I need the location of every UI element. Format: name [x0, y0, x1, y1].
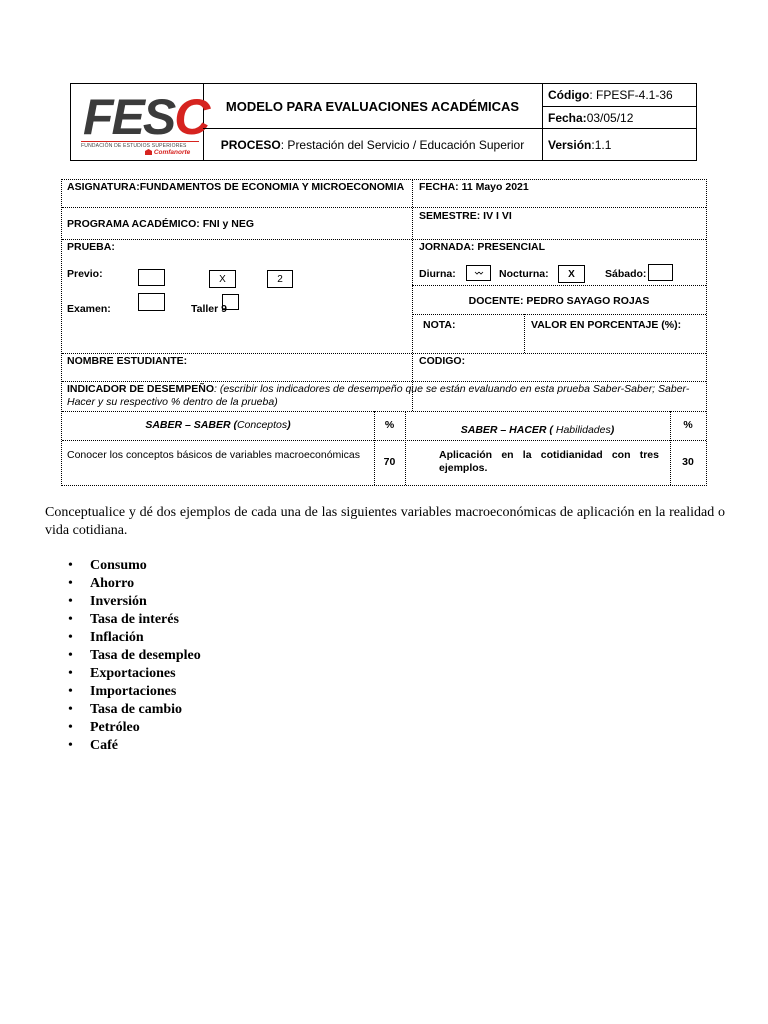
saber-hacer-description: Aplicación en la cotidianidad con tres ejemplos.: [439, 449, 659, 474]
sabado-label: Sábado:: [605, 268, 647, 280]
prueba-label: PRUEBA:: [67, 241, 115, 253]
saber-saber-header: SABER – SABER (Conceptos): [145, 419, 291, 431]
programa-field: PROGRAMA ACADÉMICO: FNI y NEG: [67, 218, 255, 230]
list-item: • Ahorro: [68, 576, 135, 591]
comfanorte-icon: [145, 149, 152, 155]
divider: [62, 440, 706, 441]
asignatura-field: ASIGNATURA:FUNDAMENTOS DE ECONOMIA Y MICROECONOMIA: [67, 181, 405, 193]
nota-field: NOTA:: [423, 319, 456, 331]
list-item: • Petróleo: [68, 720, 140, 735]
logo-wordmark: FESC: [83, 89, 209, 145]
list-item: • Exportaciones: [68, 666, 176, 681]
sabado-checkbox[interactable]: [648, 264, 673, 281]
nocturna-checkbox[interactable]: X: [558, 265, 585, 283]
document-header: [70, 83, 697, 161]
divider: [412, 314, 706, 315]
divider: [62, 411, 706, 412]
taller-checkbox[interactable]: [222, 294, 239, 310]
previo-checkbox-2[interactable]: X: [209, 270, 236, 288]
variables-list: [68, 557, 201, 755]
list-item: • Inversión: [68, 594, 147, 609]
list-item: • Tasa de interés: [68, 612, 179, 627]
docente-field: DOCENTE: PEDRO SAYAGO ROJAS: [468, 295, 650, 307]
chevron-down-icon: [474, 270, 484, 276]
examen-label: Examen:: [67, 303, 111, 315]
instructions-paragraph: Conceptualice y dé dos ejemplos de cada una de las siguientes variables macroeconómicas de aplicación en la realidad o vida cotidiana.: [45, 505, 725, 538]
diurna-checkbox[interactable]: [466, 265, 491, 281]
document-title: MODELO PARA EVALUACIONES ACADÉMICAS: [203, 84, 543, 129]
list-item: • Café: [68, 738, 118, 753]
percent-header-1: %: [384, 419, 395, 431]
logo-brand: Comfanorte: [145, 149, 190, 156]
list-item: • Consumo: [68, 558, 147, 573]
fesc-logo: [71, 84, 209, 160]
proceso-field: PROCESO : Prestación del Servicio / Educación Superior: [203, 129, 543, 160]
fecha-field: Fecha: 03/05/12: [543, 107, 696, 129]
divider: [62, 239, 706, 240]
saber-hacer-percent: 30: [682, 456, 694, 468]
divider: [62, 207, 706, 208]
semestre-field: SEMESTRE: IV I VI: [419, 210, 512, 222]
valor-porcentaje-field: VALOR EN PORCENTAJE (%):: [531, 319, 682, 331]
nombre-estudiante-field: NOMBRE ESTUDIANTE:: [67, 355, 188, 367]
logo-subtitle: FUNDACIÓN DE ESTUDIOS SUPERIORES: [81, 141, 199, 149]
codigo-field: Código : FPESF-4.1-36: [543, 84, 696, 107]
previo-checkbox-3[interactable]: 2: [267, 270, 293, 288]
saber-saber-percent: 70: [383, 456, 396, 468]
codigo-estudiante-field: CODIGO:: [419, 355, 466, 367]
examen-checkbox[interactable]: [138, 293, 165, 311]
list-item: • Tasa de desempleo: [68, 648, 201, 663]
saber-hacer-header: SABER – HACER ( Habilidades): [460, 424, 615, 436]
list-item: • Importaciones: [68, 684, 177, 699]
taller-label: Taller 9: [191, 303, 227, 315]
jornada-field: JORNADA: PRESENCIAL: [419, 241, 546, 253]
version-field: Versión :1.1: [548, 137, 612, 152]
previo-checkbox-1[interactable]: [138, 269, 165, 286]
diurna-label: Diurna:: [419, 268, 456, 280]
evaluation-form: [61, 179, 707, 486]
saber-saber-description: Conocer los conceptos básicos de variables macroeconómicas: [67, 449, 360, 461]
list-item: • Inflación: [68, 630, 144, 645]
divider: [524, 314, 525, 353]
percent-header-2: %: [683, 419, 693, 431]
fecha-exam-field: FECHA: 11 Mayo 2021: [419, 181, 529, 193]
list-item: • Tasa de cambio: [68, 702, 183, 717]
previo-label: Previo:: [67, 268, 103, 280]
divider: [412, 285, 706, 286]
nocturna-label: Nocturna:: [499, 268, 549, 280]
indicador-desempeno: INDICADOR DE DESEMPEÑO: (escribir los indicadores de desempeño que se están evaluando en esta prueba Saber-Saber; Saber-Hacer y su respectivo % dentro de la prueba): [67, 383, 690, 408]
